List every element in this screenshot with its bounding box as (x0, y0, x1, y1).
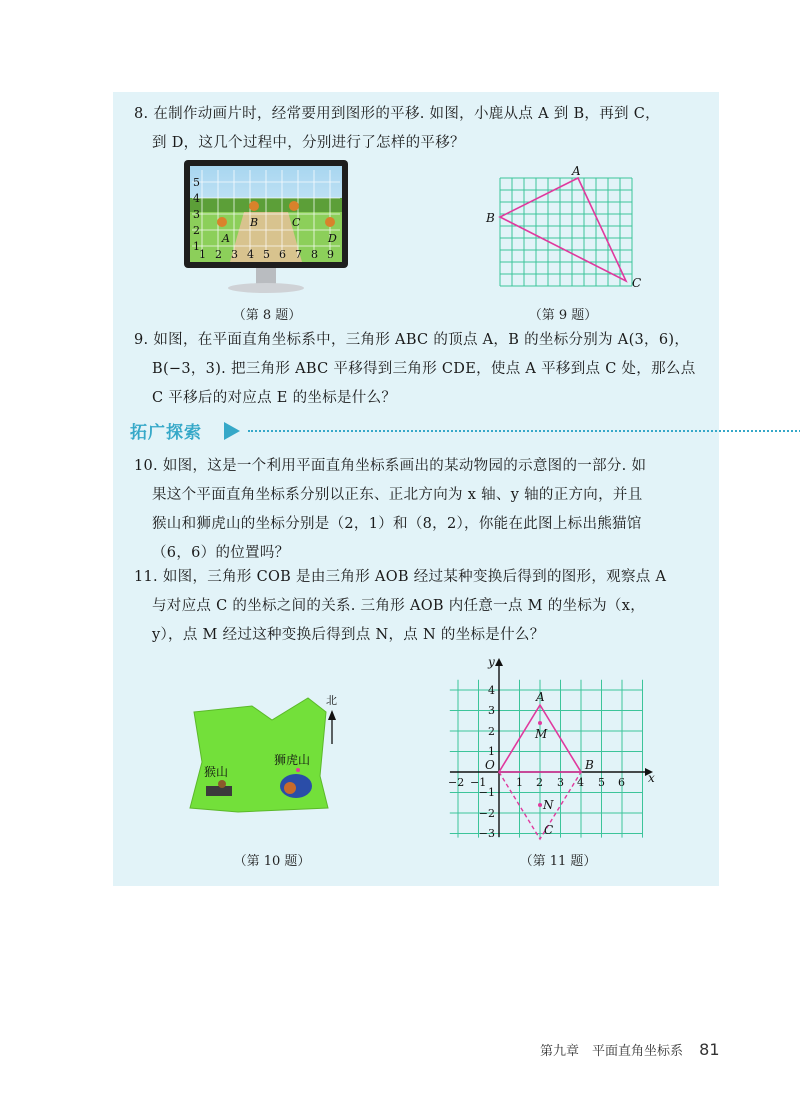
y-tick: 1 (488, 745, 495, 758)
figure-10-caption: （第 10 题） (233, 854, 311, 869)
north-arrow-icon (328, 710, 336, 720)
point-m (538, 721, 542, 725)
question-9-line-3: C 平移后的对应点 E 的坐标是什么？ (152, 390, 397, 406)
y-axis-arrow-icon (495, 658, 503, 666)
x-tick: 5 (598, 776, 605, 789)
x-tick: 1 (199, 248, 206, 261)
north-label: 北 (326, 694, 337, 707)
point-n (538, 803, 542, 807)
x-tick: 6 (279, 248, 286, 261)
question-11-line-3: y），点 M 经过这种变换后得到点 N，点 N 的坐标是什么？ (152, 627, 545, 643)
y-tick: 3 (193, 208, 200, 221)
question-10-line-1: 10. 如图，这是一个利用平面直角坐标系画出的某动物园的示意图的一部分. 如 (134, 458, 647, 474)
vertex-label-b: B (486, 211, 495, 225)
monkey-hill-icon (206, 786, 232, 796)
x-tick: −2 (448, 776, 465, 789)
figure-8-monitor (184, 160, 350, 296)
x-tick: 3 (557, 776, 564, 789)
question-8-line-1: 8. 在制作动画片时，经常要用到图形的平移. 如图，小鹿从点 A 到 B，再到 C， (134, 106, 660, 122)
monitor-base (228, 283, 304, 293)
deer-icon (249, 201, 259, 211)
origin-label: O (485, 758, 495, 772)
figure-11-caption: （第 11 题） (519, 854, 597, 869)
section-title: 拓广探索 (130, 423, 202, 443)
y-tick: 4 (488, 684, 495, 697)
screen-y-ticks (193, 176, 200, 253)
x-tick: −1 (470, 776, 487, 789)
question-10-line-4: （6，6）的位置吗？ (152, 545, 290, 561)
label-m: M (535, 727, 548, 741)
x-tick: 6 (618, 776, 625, 789)
x-tick: 1 (516, 776, 523, 789)
figure-8-caption: （第 8 题） (232, 308, 302, 323)
page-footer (540, 1040, 720, 1059)
question-11-line-2: 与对应点 C 的坐标之间的关系. 三角形 AOB 内任意一点 M 的坐标为（x， (152, 598, 646, 614)
point-label-a: A (222, 232, 230, 245)
lion-hill-label: 狮虎山 (274, 753, 311, 767)
question-10 (134, 452, 709, 568)
y-axis-label: y (488, 655, 495, 669)
question-11-line-1: 11. 如图，三角形 COB 是由三角形 AOB 经过某种变换后得到的图形，观察点 A (134, 569, 667, 585)
page-number: 81 (699, 1040, 720, 1059)
question-10-line-2: 果这个平面直角坐标系分别以正东、正北方向为 x 轴、y 轴的正方向，并且 (152, 487, 643, 503)
label-b: B (585, 758, 594, 772)
y-tick: −1 (478, 786, 495, 799)
triangle-labels (485, 165, 641, 290)
question-11 (134, 563, 709, 650)
question-9-line-2: B(−3，3). 把三角形 ABC 平移得到三角形 CDE，使点 A 平移到点 C 处，那么点 (152, 361, 696, 377)
x-tick: 9 (327, 248, 334, 261)
y-tick: 3 (488, 704, 495, 717)
x-tick-labels (448, 776, 625, 789)
lion-icon (284, 782, 296, 794)
monkey-hill-label: 猴山 (204, 765, 229, 779)
x-axis-label: x (648, 771, 655, 785)
figure-9-grid (480, 165, 650, 290)
y-tick: −2 (478, 807, 495, 820)
grid-lines (500, 178, 632, 286)
x-tick: 4 (247, 248, 254, 261)
x-tick: 4 (577, 776, 584, 789)
dotted-divider (248, 430, 800, 432)
x-tick: 3 (231, 248, 238, 261)
question-9 (134, 326, 709, 413)
x-tick: 7 (295, 248, 302, 261)
y-tick: 2 (488, 725, 495, 738)
monkey-icon (218, 780, 226, 788)
label-c: C (544, 823, 554, 837)
play-arrow-icon (224, 422, 240, 440)
x-tick: 8 (311, 248, 318, 261)
x-tick: 2 (215, 248, 222, 261)
lion-hill-point (296, 768, 300, 772)
vertex-label-c: C (632, 276, 642, 290)
point-label-d: D (328, 232, 337, 245)
figure-11-coordinate-plane (440, 652, 660, 842)
question-8-line-2: 到 D，这几个过程中，分别进行了怎样的平移？ (152, 135, 465, 151)
x-tick: 5 (263, 248, 270, 261)
point-label-c: C (292, 216, 301, 229)
label-a: A (536, 690, 545, 704)
vertex-label-a: A (572, 165, 581, 178)
point-label-b: B (250, 216, 259, 229)
question-9-line-1: 9. 如图，在平面直角坐标系中，三角形 ABC 的顶点 A，B 的坐标分别为 A(3，6)， (134, 332, 690, 348)
point-labels (485, 655, 655, 837)
y-tick: 5 (193, 176, 200, 189)
y-tick: 1 (193, 240, 200, 253)
y-tick: −3 (478, 827, 495, 840)
figure-10-zoo-map (180, 690, 360, 820)
monitor-neck (256, 268, 276, 284)
y-tick: 2 (193, 224, 200, 237)
triangle-abc (500, 178, 626, 281)
question-8 (134, 100, 709, 158)
question-10-line-3: 猴山和狮虎山的坐标分别是（2，1）和（8，2），你能在此图上标出熊猫馆 (152, 516, 642, 532)
figure-9-caption: （第 9 题） (528, 308, 598, 323)
x-tick: 2 (536, 776, 543, 789)
y-tick: 4 (193, 192, 200, 205)
deer-icon (217, 217, 227, 227)
label-n: N (543, 798, 554, 812)
deer-icon (325, 217, 335, 227)
chapter-title: 第九章 平面直角坐标系 (540, 1044, 684, 1059)
screen-x-ticks (199, 248, 334, 261)
section-header (130, 418, 710, 444)
deer-icon (289, 201, 299, 211)
